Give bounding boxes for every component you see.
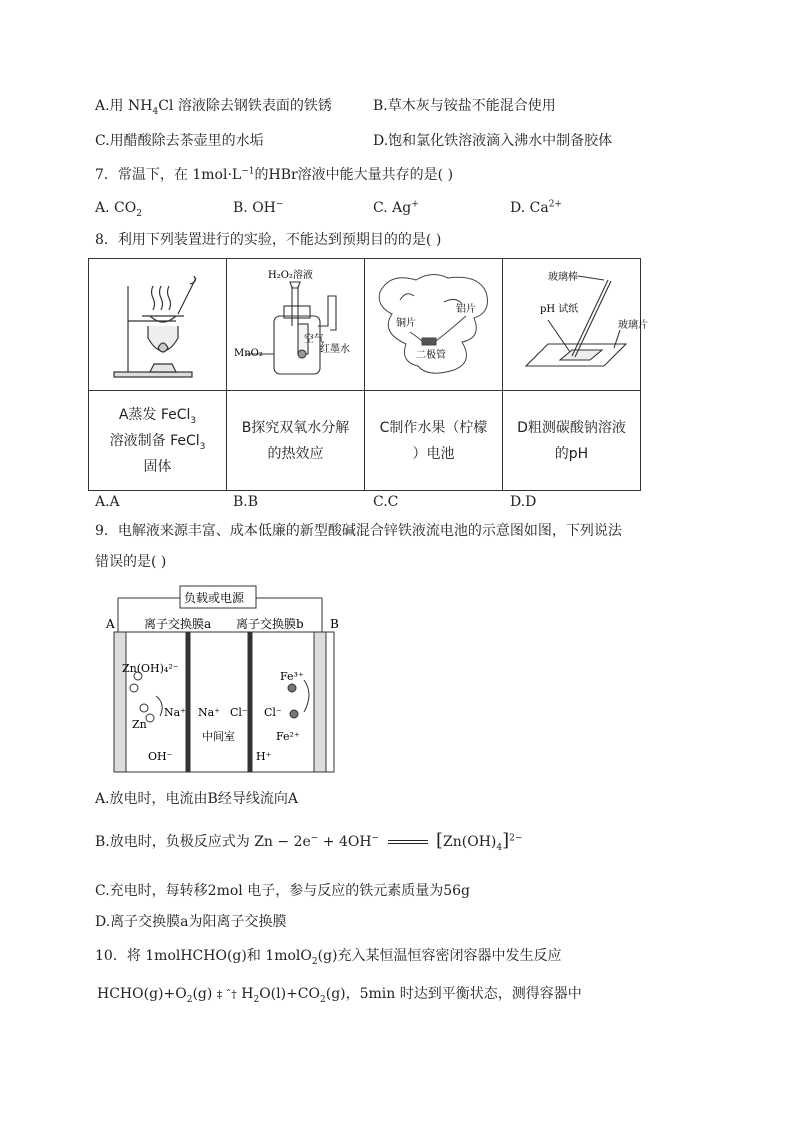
q7-option-b: B. OH− — [233, 199, 284, 216]
q8-caption-d: D粗测碳酸钠溶液 的pH — [503, 391, 641, 491]
q8-figure-c — [365, 259, 503, 391]
q9-option-b: B.放电时，负极反应式为 Zn − 2e− + 4OH− $[Zn(OH)_4]^{2-}$ — [95, 830, 523, 853]
q8-stem: 8．利用下列装置进行的实验，不能达到预期目的的是( ) — [95, 232, 442, 248]
q8-caption-a: A蒸发 FeCl$_3$ 溶液制备 FeCl$_3$ 固体 — [89, 391, 227, 491]
q7-option-d: D. $Ca^{2+}$ — [510, 199, 562, 216]
diode-label: 二极管 — [415, 349, 446, 361]
q8-answer-d: D.D — [510, 494, 537, 510]
fruit-battery-figure — [370, 266, 498, 384]
left-na-label: Na⁺ — [164, 706, 186, 719]
oh-label: OH⁻ — [148, 750, 173, 763]
zincate-label: Zn(OH)₄²⁻ — [122, 662, 179, 675]
load-or-power-label: 负载或电源 — [184, 591, 245, 605]
q7-stem: 7．常温下，在 $1mol\cdot L^{-1}$的HBr溶液中能大量共存的是( ) — [95, 166, 454, 183]
ph-test-figure — [508, 266, 648, 384]
q8-caption-c: C制作水果（柠檬 ）电池 — [365, 391, 503, 491]
q9-option-c: C.充电时，每转移2mol 电子，参与反应的铁元素质量为56g — [95, 883, 470, 899]
q6-option-c: C.用醋酸除去茶壶里的水垢 — [95, 133, 264, 149]
q8-answer-a: A.A — [95, 494, 120, 510]
copper-sheet-label: 铜片 — [395, 317, 416, 329]
fe2-label: Fe²⁺ — [276, 730, 300, 743]
electrode-a-label: A — [106, 617, 115, 631]
q6-option-b: B.草木灰与铵盐不能混合使用 — [373, 98, 556, 114]
h-ion-label: H⁺ — [256, 750, 272, 763]
h2o2-decomposition-figure — [232, 266, 360, 384]
q7-option-c: C. Ag+ — [373, 199, 419, 216]
q6-option-d: D.饱和氯化铁溶液滴入沸水中制备胶体 — [373, 133, 613, 149]
zn-label: Zn — [132, 718, 147, 731]
q9-stem-line1: 9．电解液来源丰富、成本低廉的新型酸碱混合锌铁液流电池的示意图如图，下列说法 — [95, 523, 622, 539]
mno2-label: MnO₂ — [233, 347, 263, 359]
q9-stem-line2: 错误的是( ) — [95, 554, 167, 570]
flow-battery-diagram — [104, 584, 344, 776]
q8-figure-b — [227, 259, 365, 391]
right-cl-label: Cl⁻ — [264, 706, 282, 719]
q8-experiment-table — [88, 258, 648, 491]
q6-option-a: A.用 $NH_4Cl$ 溶液除去钢铁表面的铁锈 — [95, 98, 332, 117]
h2o2-label: H₂O₂溶液 — [267, 269, 313, 281]
red-water-label: 红墨水 — [319, 343, 350, 355]
q7-option-a: A. $CO_2$ — [95, 200, 142, 219]
q8-caption-b: B探究双氧水分解 的热效应 — [227, 391, 365, 491]
q10-stem: 10．将 1molHCHO(g)和 1molO$_2$(g)充入某恒温恒容密闭容器中发生反应 — [95, 948, 562, 967]
aluminum-sheet-label: 铝片 — [455, 303, 476, 315]
ph-paper-label: pH 试纸 — [539, 303, 578, 315]
membrane-a-label: 离子交换膜a — [144, 617, 212, 631]
evaporation-apparatus-figure — [98, 266, 218, 384]
membrane-b-label: 离子交换膜b — [236, 617, 304, 631]
q10-equation: $HCHO(g)+O_2(g)$ ‡ ˆ† $H_2O(l)+CO_2(g)$，5min 时达到平衡状态，测得容器中 — [97, 986, 582, 1005]
electrode-b-label: B — [330, 617, 339, 631]
middle-na-label: Na⁺ — [198, 706, 220, 719]
glass-rod-label: 玻璃棒 — [547, 271, 578, 283]
q9-option-d: D.离子交换膜a为阳离子交换膜 — [95, 914, 287, 930]
glass-sheet-label: 玻璃片 — [617, 319, 648, 331]
q8-answer-c: C.C — [373, 494, 399, 510]
q9-option-a: A.放电时，电流由B经导线流向A — [95, 791, 298, 807]
q8-answer-b: B.B — [233, 494, 259, 510]
middle-chamber-label: 中间室 — [202, 730, 235, 743]
middle-cl-label: Cl⁻ — [230, 706, 248, 719]
q8-figure-a — [89, 259, 227, 391]
q8-figure-d — [503, 259, 648, 391]
fe3-label: Fe³⁺ — [280, 670, 304, 683]
air-label: 空气 — [303, 333, 324, 345]
